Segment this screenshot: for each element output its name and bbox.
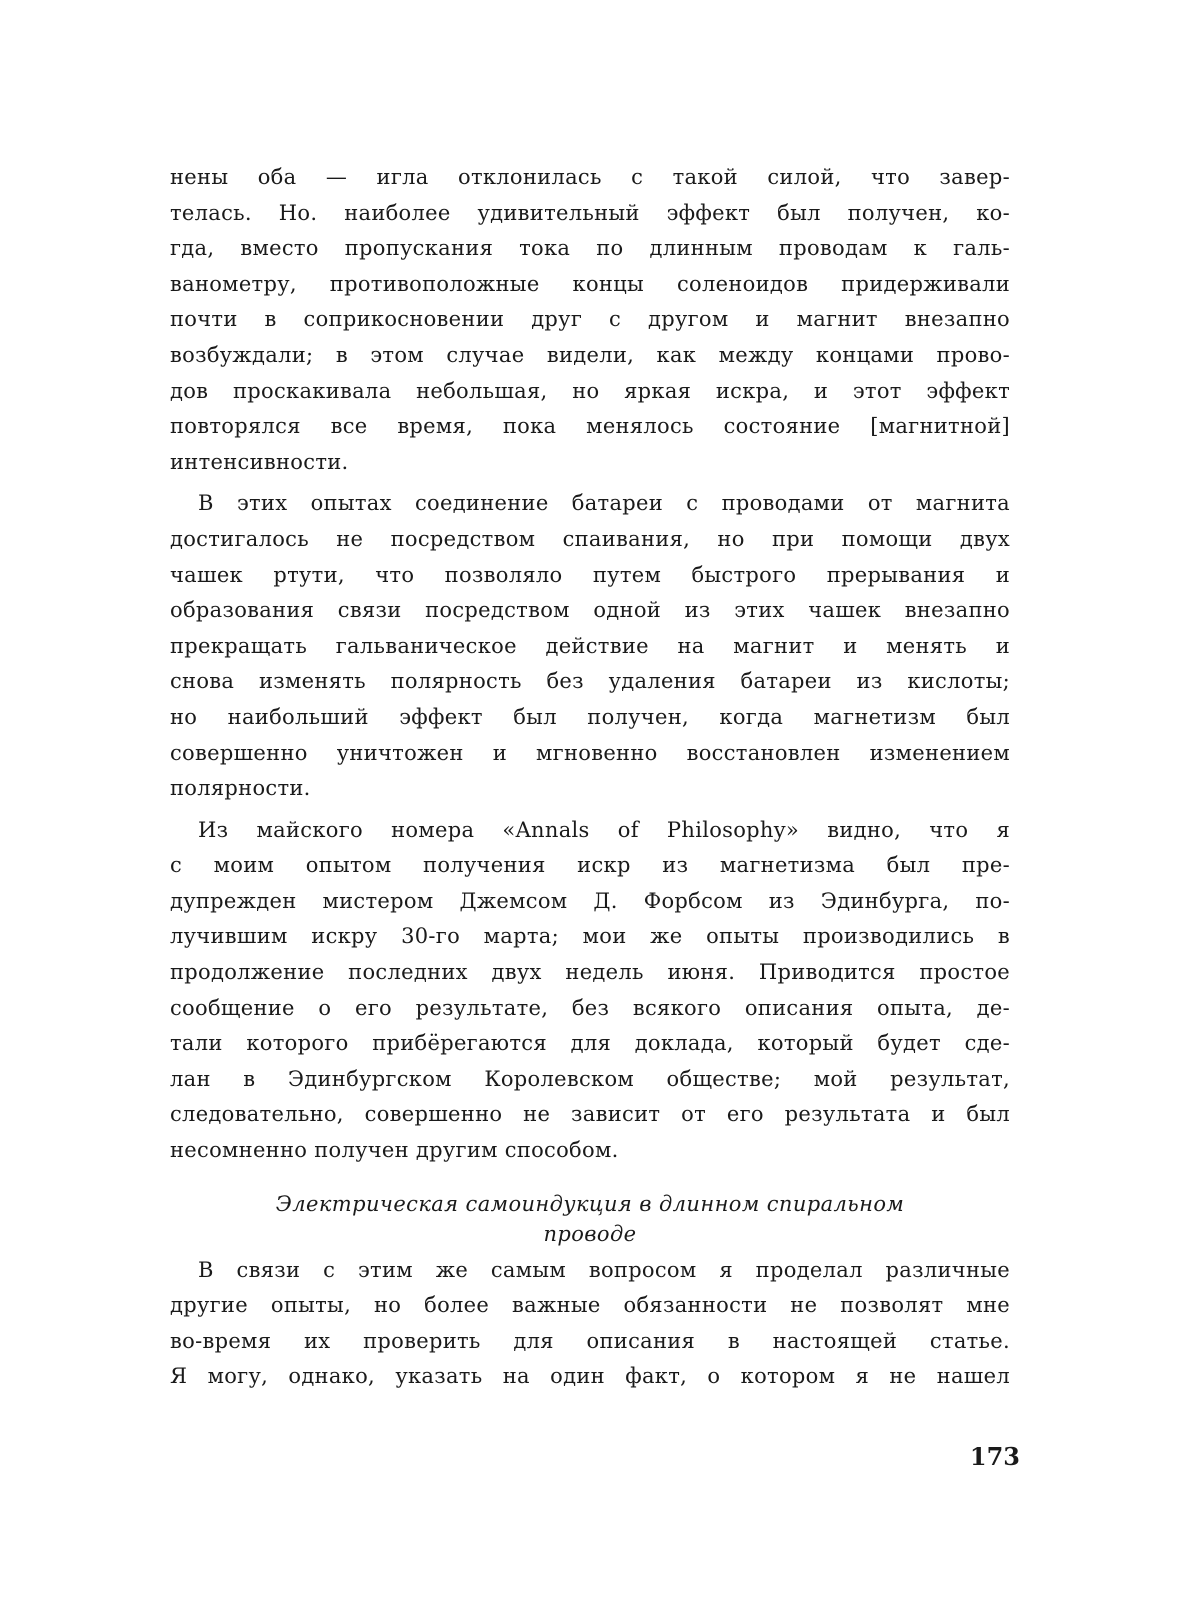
text-line: прекращать гальваническое действие на магнит и менять и <box>170 633 1010 658</box>
heading-line: проводе <box>543 1221 637 1246</box>
text-line: с моим опытом получения искр из магнетизма был пре- <box>170 853 1010 878</box>
text-line: сообщение о его результате, без всякого описания опыта, де- <box>170 995 1010 1020</box>
text-line: телась. Но. наиболее удивительный эффект был получен, ко- <box>170 200 1010 225</box>
text-line: возбуждали; в этом случае видели, как между концами прово- <box>170 342 1010 367</box>
paragraph-4 <box>170 1253 1010 1395</box>
text-line: следовательно, совершенно не зависит от его результата и был <box>170 1102 1010 1127</box>
paragraph-2 <box>170 486 1010 806</box>
text-line: совершенно уничтожен и мгновенно восстановлен изменением <box>170 740 1010 765</box>
page-body <box>170 160 1010 1401</box>
text-line: но наибольший эффект был получен, когда магнетизм был <box>170 704 1010 729</box>
section-heading <box>170 1189 1010 1249</box>
text-line: продолжение последних двух недель июня. Приводится простое <box>170 960 1010 985</box>
text-line: ванометру, противоположные концы соленоидов придерживали <box>170 271 1010 296</box>
text-line: снова изменять полярность без удаления батареи из кислоты; <box>170 669 1010 694</box>
text-line: интенсивности. <box>170 449 349 474</box>
paragraph-3 <box>170 813 1010 1169</box>
text-line: образования связи посредством одной из этих чашек внезапно <box>170 598 1010 623</box>
text-line: повторялся все время, пока менялось состояние [магнитной] <box>170 414 1010 439</box>
page-number: 173 <box>969 1442 1020 1471</box>
text-line: нены оба — игла отклонилась с такой силой, что завер- <box>170 165 1010 189</box>
text-line: Я могу, однако, указать на один факт, о котором я не нашел <box>170 1364 1010 1389</box>
text-line: во-время их проверить для описания в настоящей статье. <box>170 1328 1010 1353</box>
text-line: лучившим искру 30-го марта; мои же опыты производились в <box>170 924 1010 949</box>
text-line: полярности. <box>170 776 311 801</box>
text-line: лан в Эдинбургском Королевском обществе; мой результат, <box>170 1066 1010 1091</box>
text-line: другие опыты, но более важные обязанности не позволят мне <box>170 1293 1010 1318</box>
text-line: почти в соприкосновении друг с другом и магнит внезапно <box>170 307 1010 332</box>
heading-line: Электрическая самоиндукция в длинном спиральном <box>275 1191 905 1216</box>
text-line: гда, вместо пропускания тока по длинным проводам к галь- <box>170 236 1010 261</box>
paragraph-1 <box>170 160 1010 480</box>
text-line: чашек ртути, что позволяло путем быстрого прерывания и <box>170 562 1010 587</box>
text-line: несомненно получен другим способом. <box>170 1138 619 1163</box>
text-line: Из майского номера «Annals of Philosophy» видно, что я <box>198 817 1010 842</box>
text-line: тали которого прибёрегаются для доклада, который будет сде- <box>170 1031 1010 1056</box>
text-line: дупрежден мистером Джемсом Д. Форбсом из Эдинбурга, по- <box>170 888 1010 913</box>
text-line: В связи с этим же самым вопросом я проделал различные <box>198 1257 1010 1282</box>
text-line: дов проскакивала небольшая, но яркая искра, и этот эффект <box>170 378 1010 403</box>
text-line: достигалось не посредством спаивания, но при помощи двух <box>170 526 1010 551</box>
text-line: В этих опытах соединение батареи с проводами от магнита <box>198 491 1010 516</box>
